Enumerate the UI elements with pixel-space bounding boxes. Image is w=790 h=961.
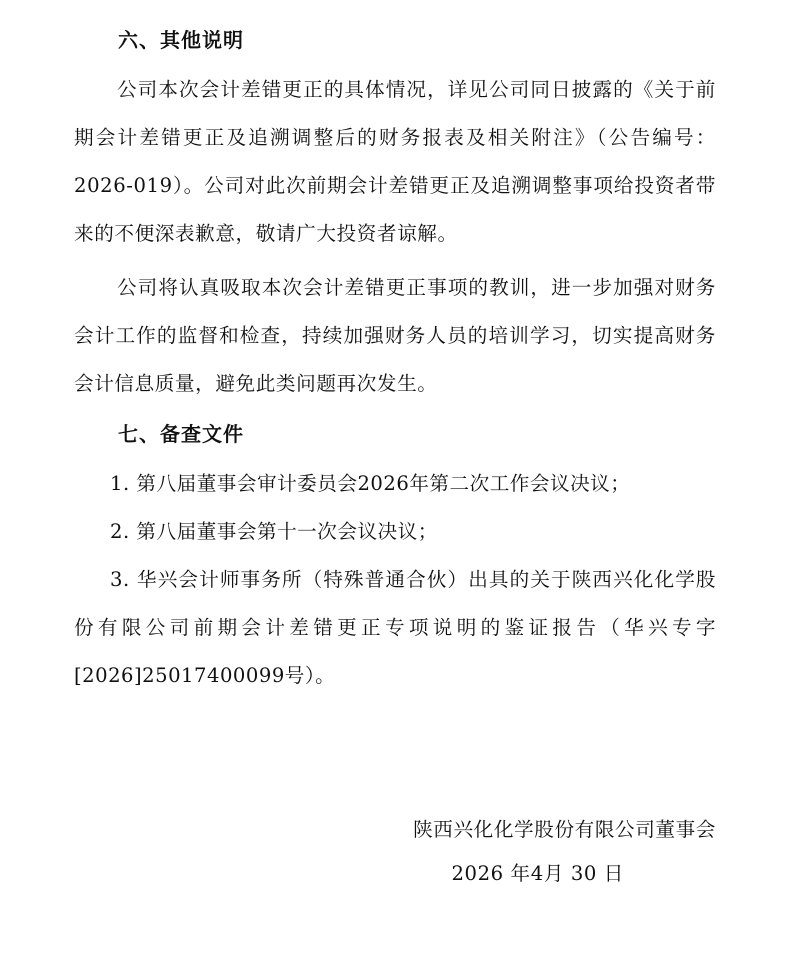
section-6-paragraph-2: 公司将认真吸取本次会计差错更正事项的教训，进一步加强对财务会计工作的监督和检查，持续加强财务人员的培训学习，切实提高财务会计信息质量，避免此类问题再次发生。 [74, 276, 716, 395]
reference-document-item-1: 1. 第八届董事会审计委员会2026年第二次工作会议决议； [110, 472, 631, 495]
section-7-heading: 七、备查文件 [118, 422, 244, 446]
section-6-paragraph-1: 公司本次会计差错更正的具体情况，详见公司同日披露的《关于前期会计差错更正及追溯调整后的财务报表及相关附注》（公告编号：2026-019）。公司对此次前期会计差错更正及追溯调整事项给投资者带来的不便深表歉意，敬请广大投资者谅解。 [74, 78, 716, 245]
section-6-heading: 六、其他说明 [118, 28, 244, 52]
reference-document-item-2: 2. 第八届董事会第十一次会议决议； [110, 520, 438, 543]
reference-document-item-3: 3. 华兴会计师事务所（特殊普通合伙）出具的关于陕西兴化化学股份有限公司前期会计差错更正专项说明的鉴证报告（华兴专字[2026]25017400099号）。 [74, 568, 716, 687]
signature-date: 2026 年4月 30 日 [451, 862, 624, 885]
signature-company: 陕西兴化化学股份有限公司董事会 [413, 818, 716, 841]
